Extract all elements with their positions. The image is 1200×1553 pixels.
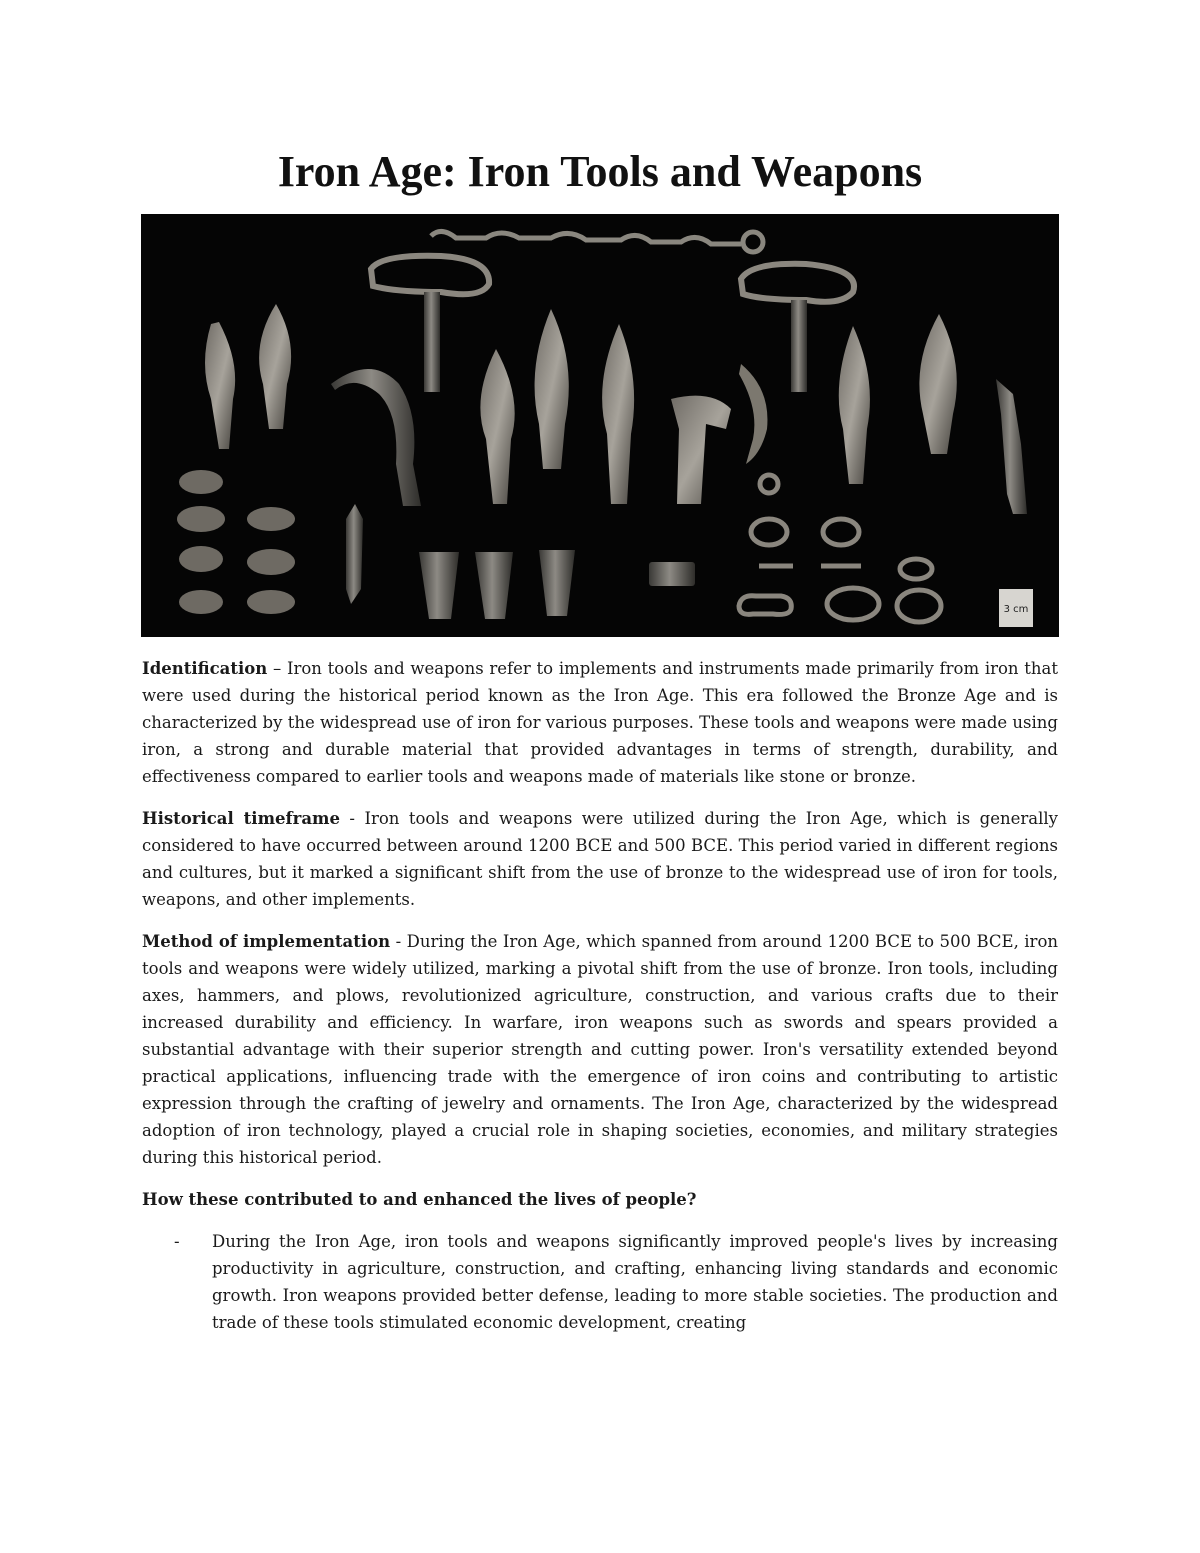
scale-label: 3 cm — [1003, 604, 1029, 615]
section-method-of-implementation — [142, 928, 1058, 1171]
section-label: Identification — [142, 659, 268, 678]
iron-artifacts-photo — [141, 214, 1059, 637]
section-label: Historical timeframe — [142, 809, 340, 828]
document-body — [142, 655, 1058, 1351]
section-historical-timeframe — [142, 805, 1058, 913]
section-text: During the Iron Age, which spanned from around 1200 BCE to 500 BCE, iron tools and weapons were widely utilized, marking a pivotal shift from the use of bronze. Iron tools, including axes, hammers, and plows, revolutionized agriculture, construction, and various crafts due to their increased durability and efficiency. In warfare, iron weapons such as swords and spears provided a substantial advantage with their superior strength and cutting power. Iron's versatility extended beyond practical applications, influencing trade with the emergence of iron coins and contributing to artistic expression through the crafting of jewelry and ornaments. The Iron Age, characterized by the widespread adoption of iron technology, played a crucial role in shaping societies, economies, and military strategies during this historical period. — [142, 932, 1059, 1167]
section-identification — [142, 655, 1058, 790]
section-text: Iron tools and weapons refer to implements and instruments made primarily from iron that were used during the historical period known as the Iron Age. This era followed the Bronze Age and is characterized by the widespread use of iron for various purposes. These tools and weapons were made using iron, a strong and durable material that provided advantages in terms of strength, durability, and effectiveness compared to earlier tools and weapons made of materials like stone or bronze. — [142, 659, 1059, 786]
list-item — [142, 1228, 1058, 1336]
page-title: Iron Age: Iron Tools and Weapons — [277, 147, 923, 196]
section-separator: - — [339, 809, 365, 828]
chisel — [346, 504, 363, 604]
section-label: Method of implementation — [142, 932, 391, 951]
section-text: Iron tools and weapons were utilized during the Iron Age, which is generally considered to have occurred between around 1200 BCE and 500 BCE. This period varied in different regions and cultures, but it marked a significant shift from the use of bronze to the widespread use of iron for tools, weapons, and other implements. — [142, 809, 1058, 909]
section-separator: - — [390, 932, 407, 951]
bullet-text: During the Iron Age, iron tools and weapons significantly improved people's lives by increasing productivity in agriculture, construction, and crafting, enhancing living standards and economic growth. Iron weapons provided better defense, leading to more stable societies. The production and trade of these tools stimulated economic development, creating — [212, 1232, 1058, 1332]
question-heading: How these contributed to and enhanced the lives of people? — [142, 1190, 697, 1209]
bullet-marker: - — [174, 1232, 180, 1251]
section-separator: – — [267, 659, 287, 678]
